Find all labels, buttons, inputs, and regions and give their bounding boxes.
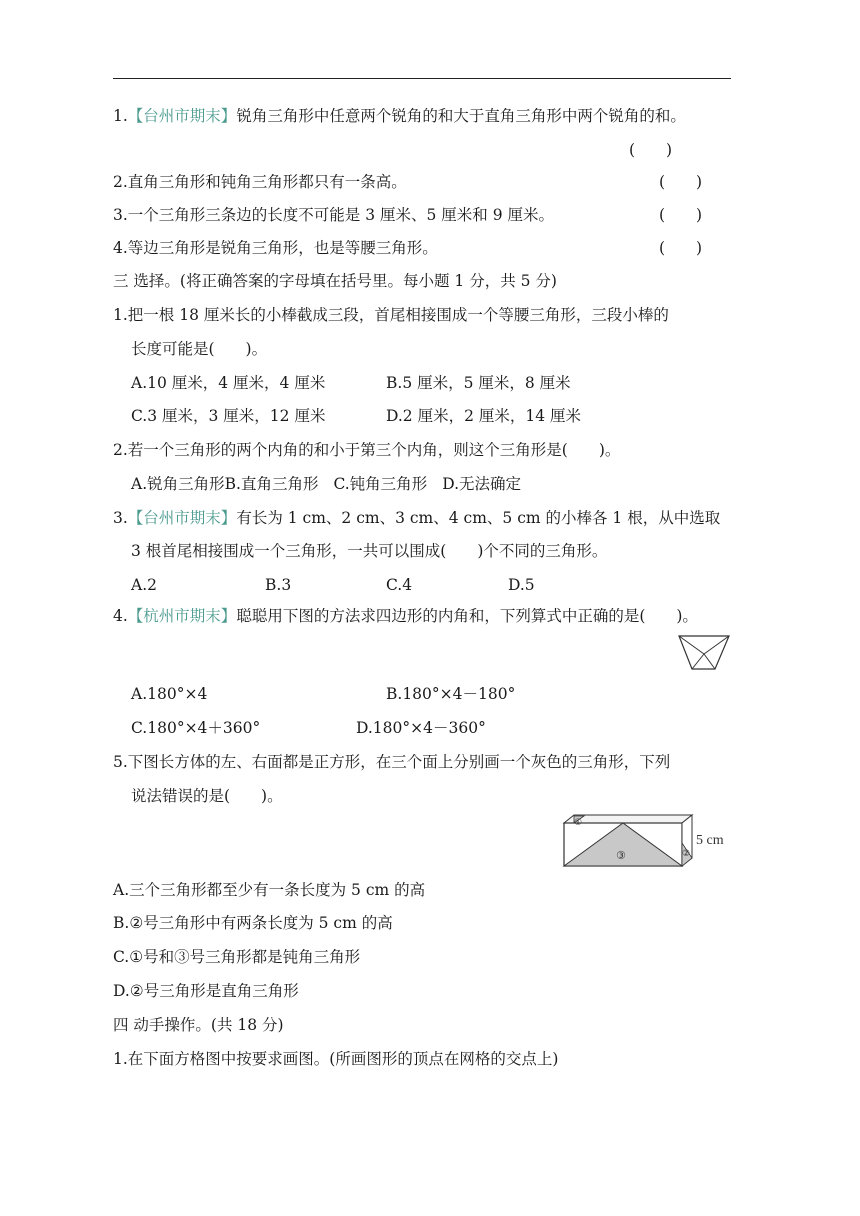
choice-q2-option-c: C.钝角三角形: [333, 475, 428, 493]
cuboid-figure: [560, 812, 740, 874]
choice-q3-source-tag: 【台州市期末】: [127, 509, 237, 527]
choice-q2-option-d: D.无法确定: [442, 475, 522, 493]
choice-q3-text: 有长为 1 cm、2 cm、3 cm、4 cm、5 cm 的小棒各 1 根，从中选取: [236, 509, 721, 527]
choice-q2-option-a: A.锐角三角形: [131, 475, 225, 493]
choice-q4-source-tag: 【杭州市期末】: [127, 607, 237, 625]
judge-q1-source-tag: 【台州市期末】: [127, 107, 237, 125]
choice-q4-text: 聪聪用下图的方法求四边形的内角和，下列算式中正确的是( )。: [236, 607, 698, 625]
judge-q1-answer-blank: ( ): [629, 141, 673, 159]
cuboid-dimension-label: 5 cm: [696, 833, 724, 848]
judge-q4-text: 4.等边三角形是锐角三角形，也是等腰三角形。: [113, 239, 438, 257]
choice-q3-option-b: B.3: [265, 576, 292, 594]
choice-q1-line1: 1.把一根 18 厘米长的小棒截成三段，首尾相接围成一个等腰三角形，三段小棒的: [113, 306, 669, 324]
choice-q5-option-a: A.三个三角形都至少有一条长度为 5 cm 的高: [113, 881, 426, 899]
choice-q4-option-b: B.180°×4－180°: [386, 685, 516, 703]
choice-q5-option-d: D.②号三角形是直角三角形: [113, 982, 299, 1000]
judge-q4-answer-blank: ( ): [659, 239, 703, 257]
choice-q4-option-c: C.180°×4＋360°: [131, 719, 261, 737]
cuboid-label-1: ①: [574, 818, 583, 828]
choice-q1-option-b: B.5 厘米，5 厘米，8 厘米: [386, 374, 571, 392]
cuboid-label-2: ②: [682, 849, 691, 859]
choice-q1-line2: 长度可能是( )。: [131, 340, 268, 358]
judge-q2-answer-blank: ( ): [659, 173, 703, 191]
choice-q1-option-a: A.10 厘米，4 厘米，4 厘米: [131, 374, 326, 392]
quad-diagonal-3: [692, 654, 704, 669]
cuboid-label-3: ③: [616, 849, 626, 862]
section3-heading: 三 选择。(将正确答案的字母填在括号里。每小题 1 分，共 5 分): [113, 272, 557, 290]
choice-q2-options: [131, 474, 521, 494]
choice-q4-option-d: D.180°×4－360°: [356, 719, 486, 737]
choice-q2-line1: 2.若一个三角形的两个内角的和小于第三个内角，则这个三角形是( )。: [113, 441, 621, 459]
choice-q4-option-a: A.180°×4: [131, 685, 208, 703]
judge-q1-number: 1.: [113, 107, 128, 125]
choice-q5-line1: 5.下图长方体的左、右面都是正方形，在三个面上分别画一个灰色的三角形，下列: [113, 753, 671, 771]
choice-q4-line1: [113, 606, 698, 626]
section4-heading: 四 动手操作。(共 18 分): [113, 1016, 284, 1034]
choice-q2-option-b: B.直角三角形: [224, 475, 319, 493]
header-rule: [113, 78, 731, 79]
choice-q3-option-c: C.4: [386, 576, 413, 594]
judge-q3-text: 3.一个三角形三条边的长度不可能是 3 厘米、5 厘米和 9 厘米。: [113, 206, 555, 224]
choice-q5-line2: 说法错误的是( )。: [131, 787, 283, 805]
choice-q3-line1: [113, 508, 720, 528]
judge-q1: [113, 106, 686, 126]
judge-q1-text: 锐角三角形中任意两个锐角的和大于直角三角形中两个锐角的和。: [236, 107, 686, 125]
choice-q5-option-c: C.①号和③号三角形都是钝角三角形: [113, 948, 361, 966]
judge-q3-answer-blank: ( ): [659, 206, 703, 224]
choice-q3-option-a: A.2: [131, 576, 157, 594]
operation-q1-text: 1.在下面方格图中按要求画图。(所画图形的顶点在网格的交点上): [113, 1050, 559, 1068]
quadrilateral-figure: [676, 632, 732, 674]
choice-q3-number: 3.: [113, 509, 128, 527]
choice-q1-option-d: D.2 厘米，2 厘米，14 厘米: [386, 407, 582, 425]
quad-diagonal-4: [704, 654, 715, 669]
choice-q3-line2: 3 根首尾相接围成一个三角形，一共可以围成( )个不同的三角形。: [131, 542, 608, 560]
choice-q1-option-c: C.3 厘米，3 厘米，12 厘米: [131, 407, 326, 425]
choice-q4-number: 4.: [113, 607, 128, 625]
choice-q3-option-d: D.5: [508, 576, 535, 594]
judge-q2-text: 2.直角三角形和钝角三角形都只有一条高。: [113, 173, 407, 191]
choice-q5-option-b: B.②号三角形中有两条长度为 5 cm 的高: [113, 914, 393, 932]
